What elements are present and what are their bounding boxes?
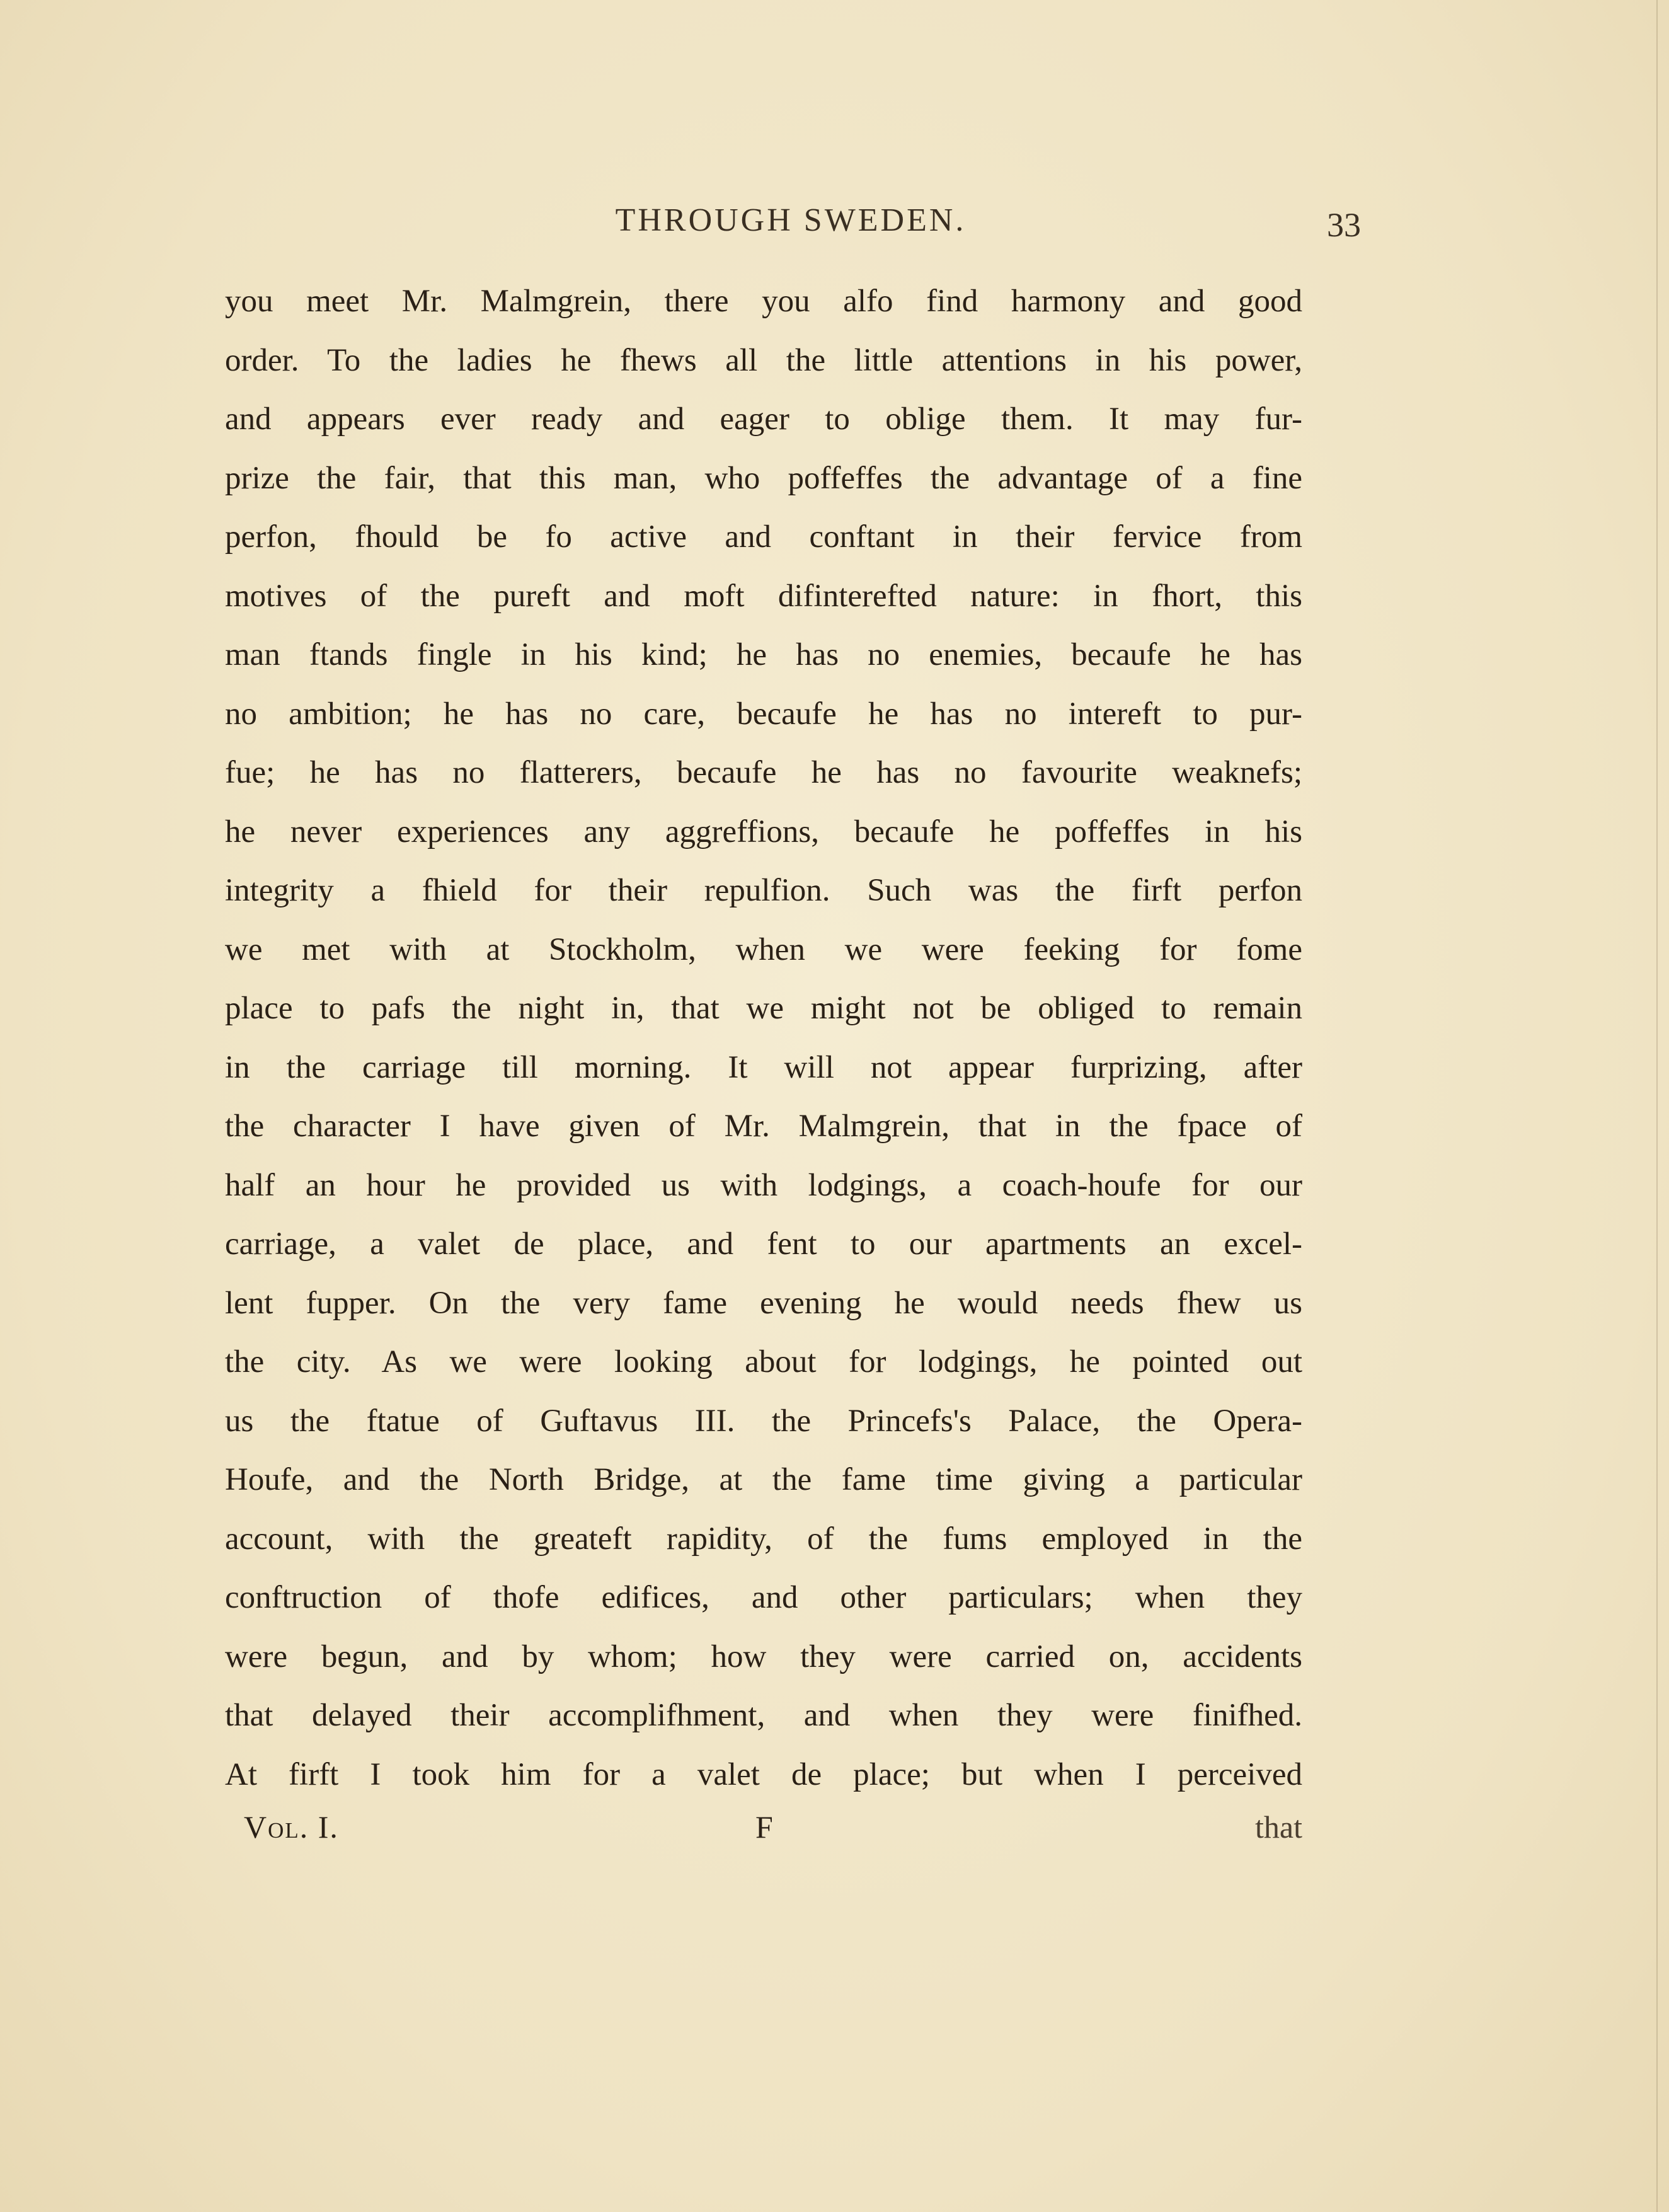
page-header xyxy=(221,202,1361,252)
text-line: half an hour he provided us with lodgings, a coach-houfe for our xyxy=(225,1167,1302,1203)
text-line: integrity a fhield for their repulfion. Such was the firft perfon xyxy=(225,873,1302,908)
text-line: lent fupper. On the very fame evening he would needs fhew us xyxy=(225,1285,1302,1321)
text-line: carriage, a valet de place, and fent to our apartments an excel- xyxy=(225,1226,1302,1262)
text-line: motives of the pureft and moft difinterefted nature: in fhort, this xyxy=(225,578,1302,614)
text-line: fue; he has no flatterers, becaufe he has no favourite weaknefs; xyxy=(225,755,1302,790)
text-line: and appears ever ready and eager to oblige them. It may fur- xyxy=(225,401,1302,437)
text-line: no ambition; he has no care, becaufe he has no intereft to pur- xyxy=(225,696,1302,732)
text-line: order. To the ladies he fhews all the little attentions in his power, xyxy=(225,342,1302,378)
page-number: 33 xyxy=(1327,206,1361,244)
text-line: in the carriage till morning. It will not appear furprizing, after xyxy=(225,1049,1302,1085)
text-line: you meet Mr. Malmgrein, there you alfo find harmony and good xyxy=(225,284,1302,319)
text-line: account, with the greateft rapidity, of the fums employed in the xyxy=(225,1521,1302,1557)
page-edge-line xyxy=(1656,0,1658,2212)
text-line: prize the fair, that this man, who poffeffes the advantage of a fine xyxy=(225,460,1302,496)
body-text xyxy=(225,272,1302,1804)
running-head: THROUGH SWEDEN. xyxy=(615,202,966,238)
text-line: place to pafs the night in, that we might not be obliged to remain xyxy=(225,991,1302,1026)
catchword: that xyxy=(1255,1809,1302,1845)
text-line: us the ftatue of Guftavus III. the Princefs's Palace, the Opera- xyxy=(225,1403,1302,1439)
text-line: the city. As we were looking about for lodgings, he pointed out xyxy=(225,1344,1302,1380)
text-line: the character I have given of Mr. Malmgrein, that in the fpace of xyxy=(225,1109,1302,1144)
volume-signature: Vol. I. xyxy=(244,1809,339,1845)
text-line: that delayed their accomplifhment, and when they were finifhed. xyxy=(225,1698,1302,1733)
text-line: man ftands fingle in his kind; he has no enemies, becaufe he has xyxy=(225,637,1302,672)
text-line: we met with at Stockholm, when we were feeking for fome xyxy=(225,931,1302,967)
text-line: perfon, fhould be fo active and conftant in their fervice from xyxy=(225,519,1302,555)
page-footer xyxy=(225,1809,1302,1859)
text-line: conftruction of thofe edifices, and other particulars; when they xyxy=(225,1580,1302,1615)
signature-mark: F xyxy=(755,1809,773,1845)
text-line: were begun, and by whom; how they were carried on, accidents xyxy=(225,1639,1302,1674)
text-line: Houfe, and the North Bridge, at the fame time giving a particular xyxy=(225,1462,1302,1497)
text-line: he never experiences any aggreffions, becaufe he poffeffes in his xyxy=(225,814,1302,850)
text-line: At firft I took him for a valet de place; but when I perceived xyxy=(225,1756,1302,1792)
